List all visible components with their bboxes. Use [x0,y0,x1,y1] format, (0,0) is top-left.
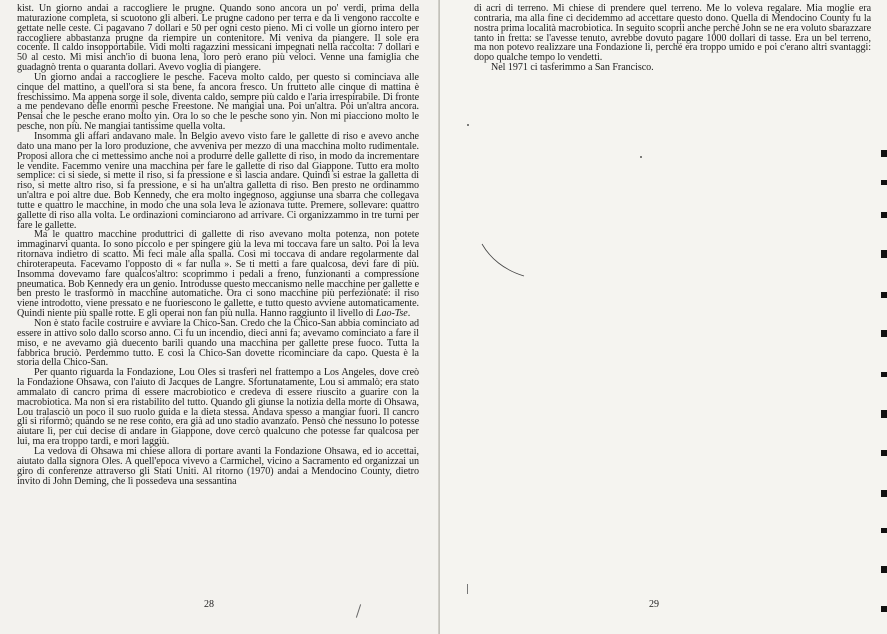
scan-speck [467,584,468,594]
edge-mark [881,490,887,497]
edge-mark [881,410,887,418]
left-page-number: 28 [204,599,214,610]
edge-mark [881,180,887,185]
paragraph: Un giorno andai a raccogliere le pesche. Faceva molto caldo, per questo si cominciava alle cinque del mattino, a quell'ora si sta bene, fa ancora fresco. Un frutteto alle cinque di mattina è freschissimo. Ma appena sorge il sole, diventa caldo, sempre più caldo e l'aria irrespirabile. Di fronte a me pendevano delle enormi pesche Freestone. Ne mangiai una. Poi un'altra. Poi un'altra ancora. Pensai che le pesche erano molto yin. Ora lo so che le pesche sono yin. Non mi piacciono molto le pesche, non più. Ne mangiai tantissime quella volta. [17,71,420,133]
paragraph: Nel 1971 ci tasferimmo a San Francisco. [491,62,654,74]
edge-mark [881,330,887,337]
right-page-text [474,4,871,73]
right-page-number: 29 [649,599,659,610]
scan-speck [640,156,642,158]
edge-mark [881,566,887,573]
scan-speck [467,124,469,126]
left-page-text [17,4,419,486]
edge-mark [881,292,887,298]
italic-name: Lao-Tse [375,308,408,320]
paragraph: La vedova di Ohsawa mi chiese allora di portare avanti la Fondazione Ohsawa, ed io accettai, aiutato dalla signora Oles. A quell'epoca vivevo a Carmichel, vicino a Sacramento ed organizzai un giro di conferenze attraverso gli Stati Uniti. Al ritorno (1970) andai a Mendocino County, dietro invito di John Deming, che lì possedeva una sessantina [17,445,419,487]
left-page [0,0,440,634]
paragraph: di acri di terreno. Mi chiese di prendere quel terreno. Me lo voleva regalare. Mia moglie era contraria, ma alla fine ci decidemmo ad accettare questo dono. Quella di Mendocino County fu la nostra prima località macrobiotica. In seguito scoprii anche perché John se ne era voluto sbarazzare tanto in fretta: se l'avesse tenuto, avrebbe dovuto pagare 1000 dollari di tasse. Era un bel terreno, ma non potevo realizzare una Fondazione lì, perché era troppo umido e poi c'erano altri svantaggi: dopo qualche tempo lo vendetti. [474,3,871,64]
pencil-stroke [482,244,524,276]
edge-mark [881,372,887,377]
paragraph: Non è stato facile costruire e avviare la Chico-San. Credo che la Chico-San abbia cominciato ad essere in attivo solo dallo scorso anno. Ci fu un incendio, dieci anni fa; avevamo cominciato a fare il miso, e ne avevamo già duecento barili quando una macchina per gallette prese fuoco. Tutta la fabbrica bruciò. Perdemmo tutto. E così la Chico-San dovette ricominciare da capo. Questa è la storia della Chico-San. [17,318,419,369]
scan-edge-marks [879,0,887,634]
paragraph: kist. Un giorno andai a raccogliere le prugne. Quando sono ancora un po' verdi, prima della maturazione completa, si scuotono gli alberi. Le prugne cadono per terra e da lì vengono raccolte e gettate nelle ceste. Ci pagavano 7 dollari e 50 per ogni cesto pieno. Mi ci volle un giorno intero per raccogliere abbastanza prugne da riempire un contenitore. Mi veniva da piangere. Il sole era cocente. Il caldo insopportabile. Vidi molti ragazzini messicani impegnati nella raccolta: 7 dollari e 50 al cesto. Mi misi anch'io di buona lena, loro però erano più veloci. Venne una famiglia che guadagnò trenta o quaranta dollari. Avevo voglia di piangere. [17,3,419,74]
edge-mark [881,450,887,456]
right-page [440,0,887,634]
scan-speck [356,604,361,618]
pencil-mark [480,240,540,290]
edge-mark [881,250,887,258]
edge-mark [881,150,887,157]
edge-mark [881,212,887,218]
edge-mark [881,606,887,612]
paragraph: Ma le quattro macchine produttrici di gallette di riso avevano molta potenza, non potete immaginarvi quanta. Io sono piccolo e per spingere giù la leva mi toccava fare un salto. Poi la leva ritornava indietro di scatto. Mi feci male alla spalla. Così mi toccava di andare regolarmente dal chiroterapeuta. Facevamo l'opposto di « far nulla ». Se ti metti a fare qualcosa, devi fare di più. Insomma dovevamo fare qualcos'altro: scoprimmo i pedali a freno, funzionanti a compressione pneumatica. Bob Kennedy era un genio. Introdusse questo meccanismo nelle macchine per gallette e ben presto le trasformò in macchine automatiche. Ora ci sono macchine più perfezionate: il riso viene introdotto, viene pressato e ne fuoriescono le gallette, e tutto questo avviene automaticamente. Quindi niente più spalle rotte. E gli operai non fan più nulla. Hanno raggiunto il livello di Lao-Tse. [17,229,419,320]
paragraph: Insomma gli affari andavano male. In Belgio avevo visto fare le gallette di riso e avevo anche dato una mano per la loro produzione, che avveniva per mezzo di una macchina molto rudimentale. Proposi allora che ci mettessimo anche noi a produrre delle gallette di riso, in modo da incrementare le vendite. Facemmo venire una macchina per fare le gallette di riso dal Giappone. Tutto era molto semplice: ci si siede, si mette il riso, si fa pressione e si lascia andare. Quindi si estrae la galletta di riso, si mette altro riso, si fa pressione, e si ha un'altra galletta di riso. Ben presto ne ordinammo un'altra e poi altre due. Bob Kennedy, che era molto ingegnoso, aggiunse una sbarra che collegava tutte e quattro le macchine, in modo che una sola leva le azionava tutte. Premere, sollevare: quattro gallette di riso alla volta. Le ordinazioni cominciarono ad arrivare. Ci organizzammo in tre turni per fare le gallette. [17,130,419,231]
paragraph: Per quanto riguarda la Fondazione, Lou Oles si trasferì nel frattempo a Los Angeles, dove creò la Fondazione Ohsawa, con l'aiuto di Jacques de Langre. Sfortunatamente, Lou si ammalò; era stato ammalato di cancro prima di essere macrobiotico e credeva di essere riuscito a guarire con la macrobiotica. Ma non si era ristabilito del tutto. Quando gli giunse la notizia della morte di Ohsawa, Lou tralasciò un poco il suo ruolo guida e la dieta stessa. Andava spesso a mangiar fuori. Il cancro gli si riformò; quando se ne rese conto, era già ad uno stadio avanzato. Pensò che nessuno lo potesse aiutare lì, per cui decise di andare in Giappone, dove cercò qualcuno che potesse far qualcosa per lui, ma era troppo tardi, e morì laggiù. [17,367,419,448]
edge-mark [881,528,887,533]
